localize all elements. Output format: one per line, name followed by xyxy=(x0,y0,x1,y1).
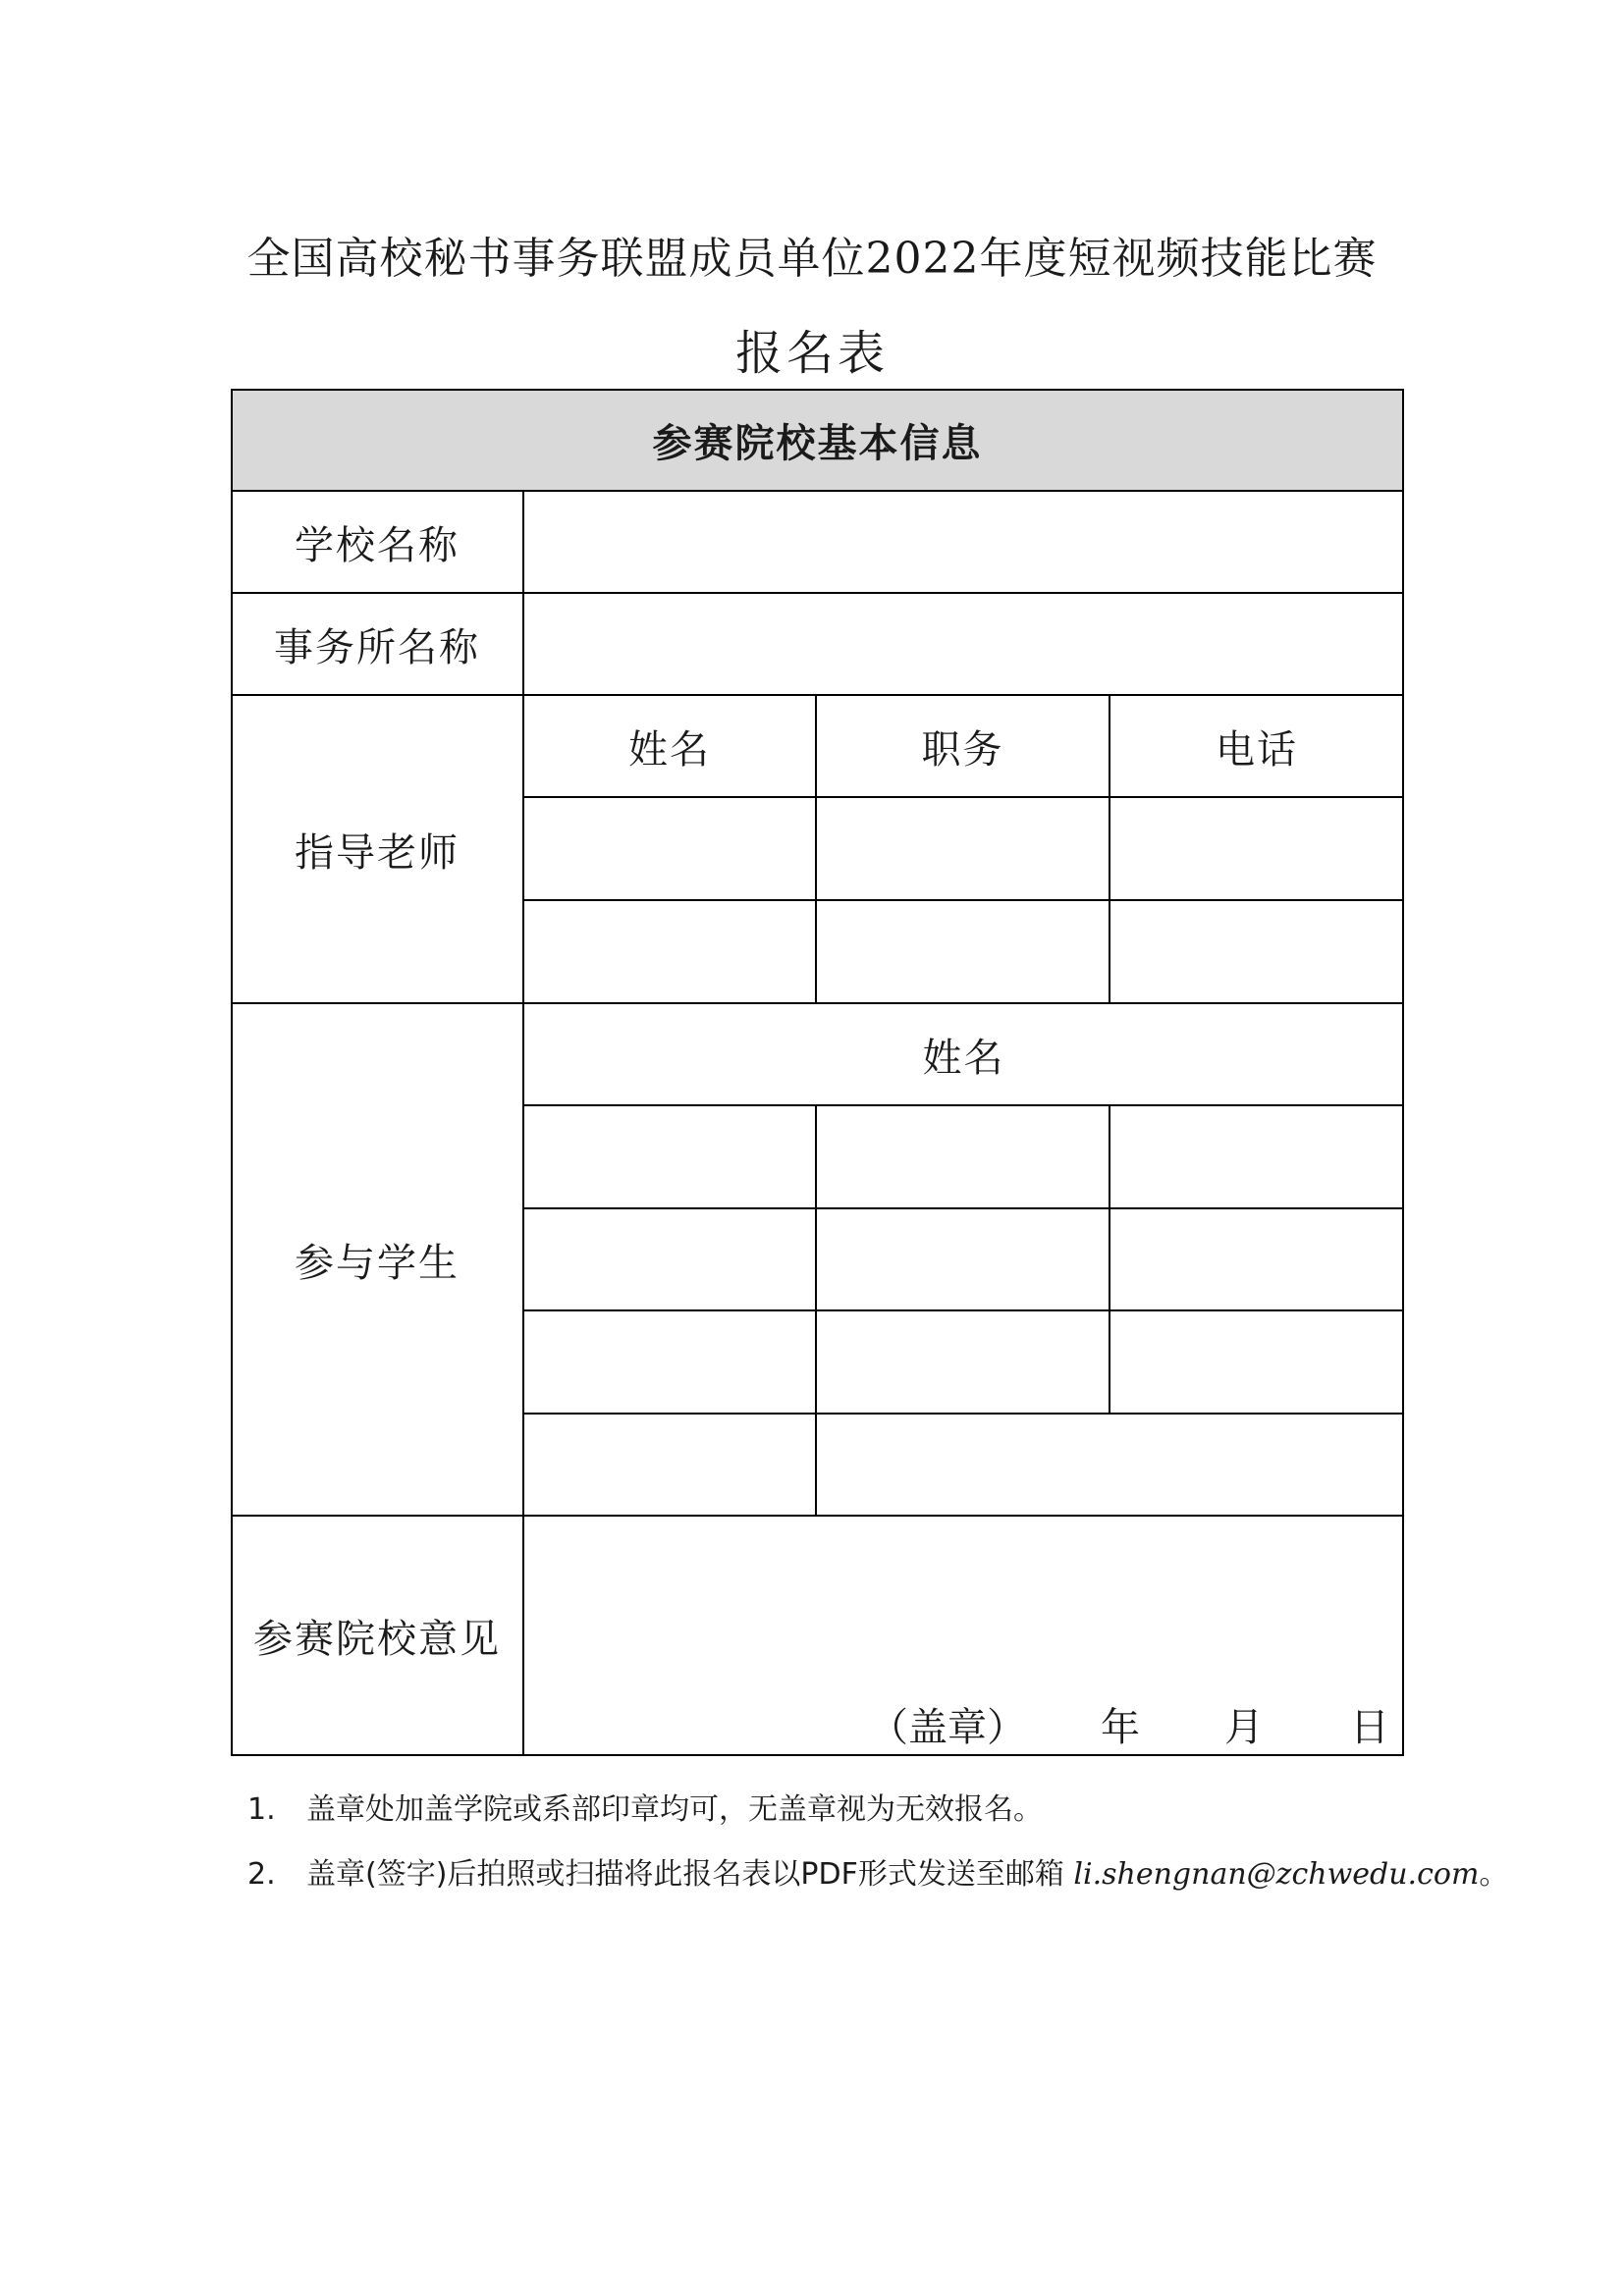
note-number: 1. xyxy=(247,1792,276,1827)
form-subtitle: 报名表 xyxy=(734,326,889,381)
student-field[interactable] xyxy=(523,1310,816,1414)
col-divider xyxy=(1109,797,1110,1003)
student-field[interactable] xyxy=(816,1310,1110,1414)
row-divider xyxy=(523,1104,1404,1106)
row-divider xyxy=(523,1309,1404,1311)
note-tail: 。 xyxy=(1479,1857,1509,1892)
date-year: 年 xyxy=(1101,1705,1140,1750)
note-1 xyxy=(247,1785,1043,1828)
student-field[interactable] xyxy=(816,1208,1110,1310)
advisor-1-phone-field[interactable] xyxy=(1110,797,1404,900)
row-divider xyxy=(231,1002,1404,1004)
advisor-2-name-field[interactable] xyxy=(523,900,816,1003)
col-divider xyxy=(815,797,817,1003)
col-divider xyxy=(815,1105,817,1516)
col-divider xyxy=(815,695,817,797)
advisor-1-name-field[interactable] xyxy=(523,797,816,900)
office-name-label: 事务所名称 xyxy=(274,624,480,670)
col-divider xyxy=(1109,695,1110,797)
student-field[interactable] xyxy=(816,1414,1404,1516)
school-name-field[interactable] xyxy=(523,491,1404,593)
student-field[interactable] xyxy=(1110,1310,1404,1414)
advisor-col-title: 职务 xyxy=(921,726,1004,773)
row-divider xyxy=(523,1413,1404,1415)
advisor-2-title-field[interactable] xyxy=(816,900,1110,1003)
opinion-label: 参赛院校意见 xyxy=(253,1617,501,1662)
date-day: 日 xyxy=(1350,1705,1389,1750)
row-divider xyxy=(523,1207,1404,1209)
student-field[interactable] xyxy=(816,1105,1110,1208)
student-field[interactable] xyxy=(1110,1208,1404,1310)
email-link[interactable]: li.shengnan@zchwedu.com xyxy=(1073,1857,1480,1892)
table-border xyxy=(231,1754,1404,1756)
advisor-col-phone: 电话 xyxy=(1216,726,1298,773)
office-name-field[interactable] xyxy=(523,593,1404,695)
row-divider xyxy=(231,694,1404,696)
advisor-2-phone-field[interactable] xyxy=(1110,900,1404,1003)
advisor-col-name: 姓名 xyxy=(628,726,711,773)
student-field[interactable] xyxy=(1110,1105,1404,1208)
note-text: 盖章处加盖学院或系部印章均可，无盖章视为无效报名。 xyxy=(306,1792,1043,1827)
seal-text: （盖章） xyxy=(869,1705,1026,1750)
advisor-label: 指导老师 xyxy=(295,829,460,876)
note-number: 2. xyxy=(247,1857,276,1892)
advisor-1-title-field[interactable] xyxy=(816,797,1110,900)
section-header: 参赛院校基本信息 xyxy=(231,389,1404,491)
row-divider xyxy=(231,592,1404,594)
col-divider xyxy=(522,491,524,1756)
note-2 xyxy=(247,1849,1508,1893)
student-field[interactable] xyxy=(523,1208,816,1310)
registration-form-table xyxy=(231,389,1404,1756)
student-label: 参与学生 xyxy=(295,1240,460,1286)
student-field[interactable] xyxy=(523,1105,816,1208)
row-divider xyxy=(523,899,1404,901)
row-divider xyxy=(231,1515,1404,1517)
form-title: 全国高校秘书事务联盟成员单位2022年度短视频技能比赛 xyxy=(246,234,1378,284)
school-name-label: 学校名称 xyxy=(295,522,460,568)
row-divider xyxy=(231,490,1404,492)
col-divider xyxy=(1109,1105,1110,1414)
date-month: 月 xyxy=(1224,1705,1264,1750)
note-text: 盖章(签字)后拍照或扫描将此报名表以PDF形式发送至邮箱 xyxy=(306,1857,1074,1892)
row-divider xyxy=(523,796,1404,798)
table-border xyxy=(231,389,1404,391)
student-field[interactable] xyxy=(523,1414,816,1516)
student-col-name: 姓名 xyxy=(922,1035,1005,1081)
